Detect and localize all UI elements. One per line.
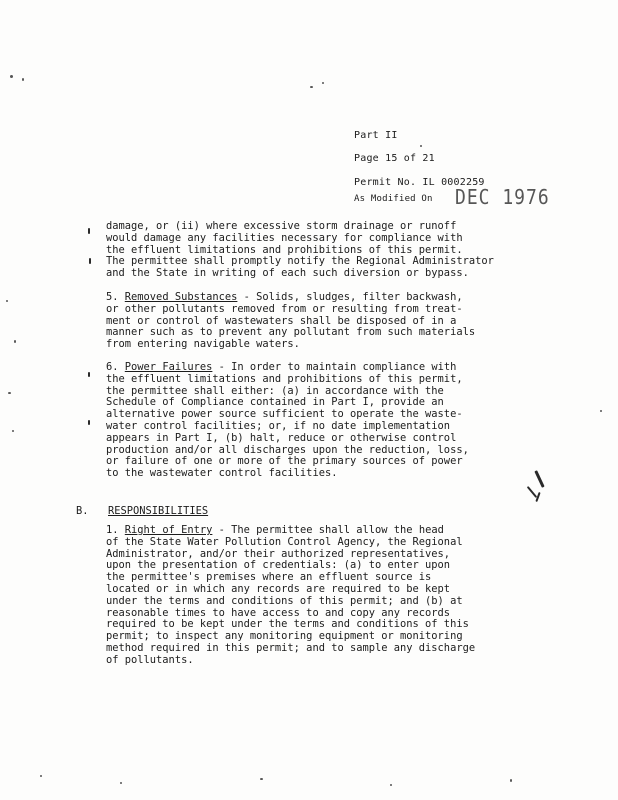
margin-tick [88,420,90,425]
power-failures-heading: Power Failures [124,361,213,373]
continuation-paragraph: damage, or (ii) where excessive storm drainage or runoff would damage any facilities necessary for compliance with the effluent limitations and prohibitions of this permit. The permittee shall promptly notify the Regional Administrator and the State in writing of each such diversion or bypass. [106,220,494,280]
removed-substances-paragraph [106,292,551,351]
scan-speck [22,78,24,81]
page-number: Page 15 of 21 [354,153,435,164]
scan-speck [10,75,13,78]
part-label: Part II [354,130,398,141]
removed-substances-heading: Removed Substances [124,291,238,303]
permit-number: Permit No. IL 0002259 [354,177,485,188]
date-stamp: DEC 1976 [455,185,550,210]
margin-tick [89,258,91,264]
right-of-entry-heading: Right of Entry [124,524,213,536]
scan-speck [510,779,512,782]
pen-mark [535,492,540,502]
section-letter: B. [76,505,89,517]
margin-tick [88,372,90,377]
right-of-entry-paragraph [106,525,551,667]
section-title: RESPONSIBILITIES [108,505,209,517]
scan-speck [12,430,14,432]
power-failures-number: 6. [106,361,119,373]
power-failures-paragraph [106,362,551,480]
scan-speck [6,300,8,302]
scan-speck [40,775,42,777]
scan-speck [14,340,16,343]
right-of-entry-body: - The permittee shall allow the head of the State Water Pollution Control Agency, the Regional Administrator, and/or their authorized representatives, upon the presentation of credentials: (a) to enter upon the permittee's premises where an effluent source is located or in which any records are required to be kept under the terms and conditions of this permit; and (b) at reasonable times to have access to and copy any records required to be kept under the terms and conditions of this permit; to inspect any monitoring equipment or monitoring method required in this permit; and to sample any discharge of pollutants. [106,524,476,666]
scan-speck [390,784,392,786]
removed-substances-body: - Solids, sludges, filter backwash, or other pollutants removed from or resulting from treat- ment or control of wastewaters shall be disposed of in a manner such as to prevent any pollutant from such materials from entering navigable waters. [106,291,476,351]
scan-speck [322,82,324,84]
modified-label: As Modified On [354,194,433,204]
scan-speck [600,410,602,412]
scan-speck [8,392,11,394]
scan-speck [120,782,122,784]
right-of-entry-number: 1. [106,524,119,536]
scan-speck [260,778,263,780]
scan-speck [310,86,313,88]
margin-tick [88,228,90,234]
scan-speck [420,145,422,147]
pen-mark [527,486,538,498]
power-failures-body: - In order to maintain compliance with the effluent limitations and prohibitions of this permit, the permittee shall either: (a) in accordance with the Schedule of Compliance contained in Part I, provide an alternative power source sufficient to operate the waste- water control facilities; or, if no date implementation appears in Part I, (b) halt, reduce or otherwise control production and/or all discharges upon the reduction, loss, or failure of one or more of the primary sources of power to the wastewater control facilities. [106,361,469,480]
removed-substances-number: 5. [106,291,119,303]
